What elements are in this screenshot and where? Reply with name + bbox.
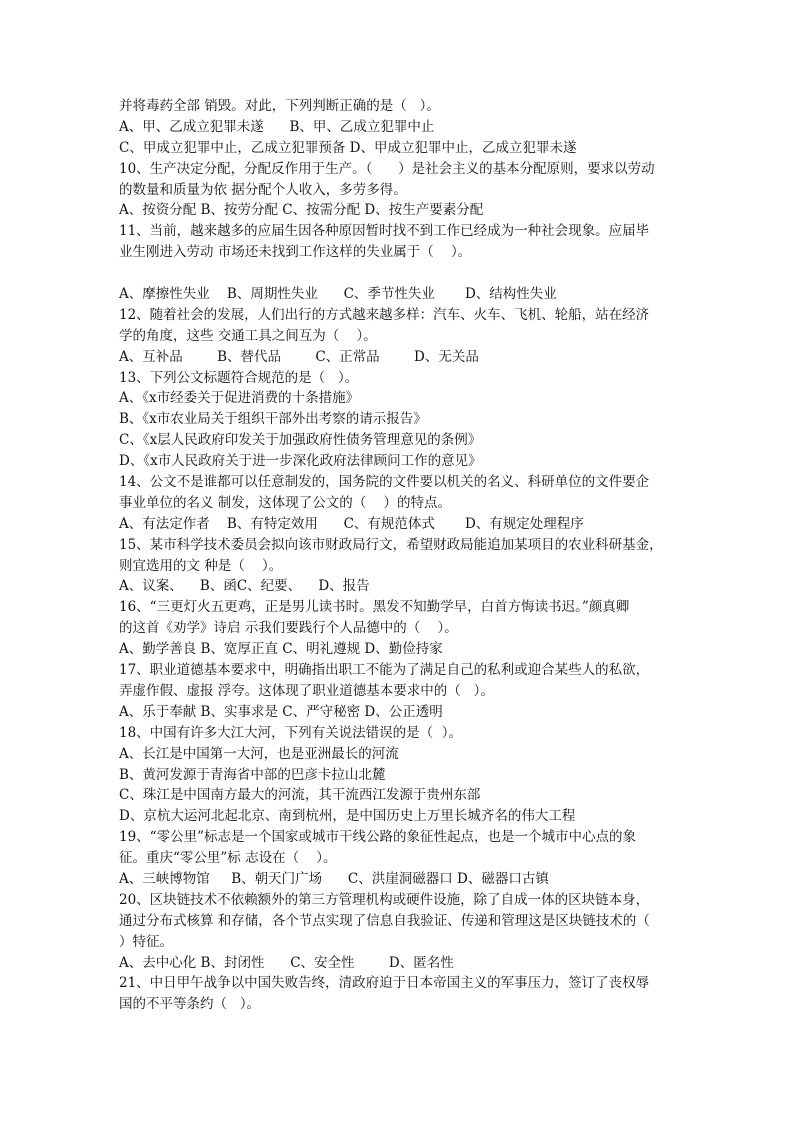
option-line: A、三峡博物馆 B、朝天门广场 C、洪崖洞磁器口 D、磁器口古镇	[119, 870, 549, 887]
option-line: A、勤学善良 B、宽厚正直 C、明礼遵规 D、勤俭持家	[119, 641, 443, 658]
question-11: 11、当前，越来越多的应届生因各种原因暂时找不到工作已经成为一种社会现象。应届毕	[119, 223, 650, 240]
text-line: ）特征。	[119, 933, 173, 950]
text-line: 业生刚进入劳动 市场还未找到工作这样的失业属于（ ）。	[119, 244, 472, 261]
blank-line	[119, 263, 679, 284]
option-line: A、互补品 B、替代品 C、正常品 D、无关品	[119, 348, 479, 365]
option-line: B、黄河发源于青海省中部的巴彦卡拉山北麓	[119, 766, 386, 783]
question-15: 15、某市科学技术委员会拟向该市财政局行文，希望财政局能追加某项目的农业科研基金，	[119, 536, 663, 553]
option-line: B、《x市农业局关于组织干部外出考察的请示报告》	[119, 411, 427, 428]
question-18: 18、中国有许多大江大河，下列有关说法错误的是（ ）。	[119, 724, 463, 741]
option-line: A、议案、 B、函C、纪要、 D、报告	[119, 578, 370, 595]
question-17: 17、职业道德基本要求中，明确指出职工不能为了满足自己的私利或迎合某些人的私欲，	[119, 662, 650, 679]
text-line: 国的不平等条约（ ）。	[119, 996, 261, 1013]
question-13: 13、下列公文标题符合规范的是（ ）。	[119, 369, 359, 386]
text-line: 并将毒药全部 销毁。对此，下列判断正确的是（ ）。	[119, 98, 440, 114]
option-line: A、按资分配 B、按劳分配 C、按需分配 D、按生产要素分配	[119, 202, 484, 219]
question-14: 14、公文不是谁都可以任意制发的，国务院的文件要以机关的名义、科研单位的文件要企	[119, 474, 650, 491]
option-line: A、摩擦性失业 B、周期性失业 C、季节性失业 D、结构性失业	[119, 286, 557, 303]
option-line: C、《x层人民政府印发关于加强政府性债务管理意见的条例》	[119, 432, 482, 449]
question-20: 20、区块链技术不依赖额外的第三方管理机构或硬件设施，除了自成一体的区块链本身，	[119, 891, 650, 908]
option-line: A、去中心化 B、封闭性 C、安全性 D、匿名性	[119, 954, 454, 971]
option-line: C、甲成立犯罪中止，乙成立犯罪预备 D、甲成立犯罪中止，乙成立犯罪未遂	[119, 139, 577, 156]
question-12: 12、随着社会的发展，人们出行的方式越来越多样：汽车、火车、飞机、轮船，站在经济	[119, 306, 650, 323]
text-line: 通过分布式核算 和存储，各个节点实现了信息自我验证、传递和管理这是区块链技术的（	[119, 912, 650, 929]
text-line: 的数量和质量为依 据分配个人收入，多劳多得。	[119, 181, 407, 198]
option-line: D、京杭大运河北起北京、南到杭州，是中国历史上万里长城齐名的伟大工程	[119, 808, 576, 825]
text-line: 事业单位的名义 制发，这体现了公文的（ ）的特点。	[119, 494, 451, 511]
document-page	[119, 96, 679, 1015]
text-line: 则宜选用的文 种是（ ）。	[119, 557, 283, 574]
option-line: A、《x市经委关于促进消费的十条措施》	[119, 390, 360, 407]
option-line: A、长江是中国第一大河，也是亚洲最长的河流	[119, 745, 399, 762]
text-line: 的这首《劝学》诗启 示我们要践行个人品德中的（ ）。	[119, 620, 458, 637]
option-line: A、甲、乙成立犯罪未遂 B、甲、乙成立犯罪中止	[119, 118, 435, 135]
option-line: A、有法定作者 B、有特定效用 C、有规范体式 D、有规定处理程序	[119, 515, 584, 532]
text-line: 学的角度，这些 交通工具之间互为（ ）。	[119, 327, 377, 344]
question-16: 16、“三更灯火五更鸡，正是男儿读书时。黑发不知勤学早，白首方悔读书迟。”颜真卿	[119, 599, 630, 616]
option-line: D、《x市人民政府关于进一步深化政府法律顾问工作的意见》	[119, 453, 482, 470]
question-10: 10、生产决定分配，分配反作用于生产。（ ）是社会主义的基本分配原则，要求以劳动	[119, 160, 655, 177]
option-line: A、乐于奉献 B、实事求是 C、严守秘密 D、公正透明	[119, 703, 443, 720]
question-21: 21、中日甲午战争以中国失败告终，清政府迫于日本帝国主义的军事压力，签订了丧权辱	[119, 975, 650, 992]
question-19: 19、“零公里”标志是一个国家或城市干线公路的象征性起点，也是一个城市中心点的象	[119, 829, 636, 846]
text-line: 弄虚作假、虚报 浮夸。这体现了职业道德基本要求中的（ ）。	[119, 682, 494, 699]
text-line: 征。重庆“零公里”标 志设在（ ）。	[119, 850, 337, 867]
option-line: C、珠江是中国南方最大的河流，其干流西江发源于贵州东部	[119, 787, 481, 804]
